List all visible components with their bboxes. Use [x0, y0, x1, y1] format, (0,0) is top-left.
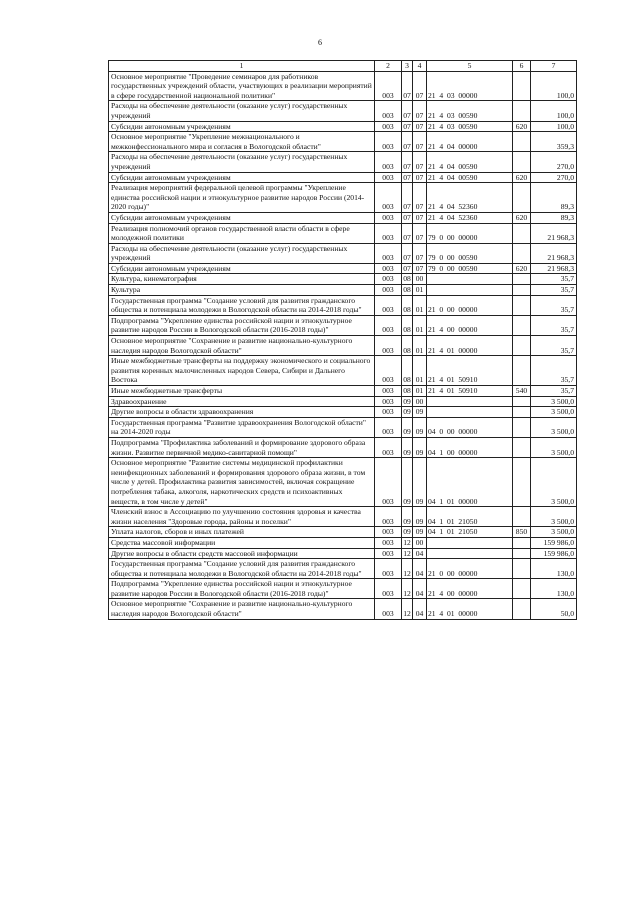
expense-type-cell	[513, 356, 531, 386]
target-article-cell: 21 4 01 00000	[427, 336, 513, 356]
target-article-cell	[427, 537, 513, 548]
ministry-code-cell: 003	[375, 336, 402, 356]
section-code-cell: 08	[403, 285, 411, 295]
section-code-cell: 09	[403, 527, 411, 537]
target-article-cell	[427, 396, 513, 407]
ministry-code-cell: 003	[375, 599, 402, 619]
expense-type-cell: 620	[513, 212, 531, 223]
table-row	[109, 121, 577, 132]
section-code-cell: 09	[402, 437, 413, 457]
subsection-code-cell: 07	[413, 263, 427, 274]
target-article-cell: 04 1 01 21050	[427, 507, 513, 527]
amount-cell: 3 500,0	[531, 527, 577, 538]
row-name-cell: Основное мероприятие "Развитие системы медицинской профилактики неинфекционных заболеваний и формирования здорового образа жизни, в том числе у детей. Профилактика развития зависимостей, включая сокращение потребления табака, алкоголя, наркотических средств и психоактивных веществ, в том числе у детей"	[109, 458, 375, 507]
ministry-code-cell: 003	[375, 223, 402, 243]
row-name-cell: Подпрограмма "Укрепление единства российской нации и этнокультурное развитие народов России в Вологодской области (2016-2018 годы)"	[109, 579, 375, 599]
subsection-code-cell: 04	[413, 559, 427, 579]
target-article-cell	[427, 548, 513, 559]
amount-cell: 159 986,0	[531, 537, 577, 548]
target-article-cell: 21 4 03 00590	[427, 101, 513, 121]
row-name-cell: Реализация полномочий органов государственной власти области в сфере молодежной политики	[109, 223, 375, 243]
ministry-code-cell: 003	[375, 132, 402, 152]
expense-type-cell	[513, 548, 531, 559]
table-row	[109, 223, 577, 243]
section-code-cell: 07	[403, 172, 411, 182]
subsection-code-cell: 01	[413, 356, 427, 386]
table-row	[109, 336, 577, 356]
section-code-cell: 12	[402, 559, 413, 579]
section-code-cell: 07	[402, 152, 413, 172]
subsection-code-cell: 01	[413, 336, 427, 356]
subsection-code-cell: 07	[413, 71, 427, 101]
amount-cell: 35,7	[531, 315, 577, 335]
amount-cell: 35,7	[531, 336, 577, 356]
row-name-cell: Основное мероприятие "Проведение семинаров для работников государственных учреждений области, участвующих в реализации мероприятий в сфере государственной национальной политики"	[109, 71, 375, 101]
table-row	[109, 599, 577, 619]
ministry-code-cell: 003	[375, 507, 402, 527]
subsection-code-cell: 07	[413, 152, 427, 172]
amount-cell: 3 500,0	[531, 417, 577, 437]
ministry-code-cell: 003	[375, 386, 402, 397]
subsection-code-cell: 07	[413, 172, 427, 183]
table-row	[109, 537, 577, 548]
table-row	[109, 458, 577, 507]
table-row	[109, 548, 577, 559]
row-name-cell: Другие вопросы в области средств массовой информации	[109, 548, 375, 559]
column-header: 2	[375, 61, 402, 72]
expense-type-cell: 620	[513, 263, 531, 274]
row-name-cell: Субсидии автономным учреждениям	[109, 121, 375, 132]
section-code-cell: 08	[402, 295, 413, 315]
target-article-cell: 21 4 03 00000	[427, 71, 513, 101]
table-row	[109, 274, 577, 285]
subsection-code-cell: 00	[413, 396, 427, 407]
ministry-code-cell: 003	[375, 579, 402, 599]
ministry-code-cell: 003	[375, 417, 402, 437]
expense-type-cell	[513, 101, 531, 121]
expense-type-cell	[513, 417, 531, 437]
row-name-cell: Субсидии автономным учреждениям	[109, 263, 375, 274]
row-name-cell: Основное мероприятие "Укрепление межнационального и межконфессионального мира и согласия в Вологодской области"	[109, 132, 375, 152]
section-code-cell: 09	[402, 507, 413, 527]
expense-type-cell	[513, 315, 531, 335]
table-row	[109, 407, 577, 418]
expense-type-cell	[513, 152, 531, 172]
expense-type-cell	[513, 132, 531, 152]
table-row	[109, 152, 577, 172]
amount-cell: 35,7	[531, 356, 577, 386]
table-row	[109, 559, 577, 579]
target-article-cell	[427, 407, 513, 418]
ministry-code-cell: 003	[375, 437, 402, 457]
amount-cell: 100,0	[531, 121, 577, 132]
subsection-code-cell: 09	[413, 458, 427, 507]
target-article-cell: 21 4 00 00000	[427, 315, 513, 335]
ministry-code-cell: 003	[375, 121, 402, 132]
subsection-code-cell: 01	[413, 285, 427, 296]
subsection-code-cell: 09	[413, 507, 427, 527]
ministry-code-cell: 003	[375, 71, 402, 101]
target-article-cell: 21 4 04 00000	[427, 132, 513, 152]
row-name-cell: Подпрограмма "Укрепление единства российской нации и этнокультурное развитие народов России в Вологодской области (2016-2018 годы)"	[109, 315, 375, 335]
row-name-cell: Средства массовой информации	[109, 537, 375, 548]
section-code-cell: 12	[403, 548, 411, 558]
ministry-code-cell: 003	[375, 559, 402, 579]
subsection-code-cell: 00	[413, 274, 427, 285]
expense-type-cell	[513, 437, 531, 457]
row-name-cell: Уплата налогов, сборов и иных платежей	[109, 527, 375, 538]
section-code-cell: 07	[403, 121, 411, 131]
expense-type-cell	[513, 599, 531, 619]
expense-type-cell	[513, 285, 531, 296]
row-name-cell: Реализация мероприятий федеральной целевой программы "Укрепление единства российской нации и этнокультурное развитие народов России (2014-2020 годы)"	[109, 183, 375, 213]
section-code-cell: 09	[403, 407, 411, 417]
row-name-cell: Расходы на обеспечение деятельности (оказание услуг) государственных учреждений	[109, 152, 375, 172]
amount-cell: 3 500,0	[531, 437, 577, 457]
amount-cell: 130,0	[531, 559, 577, 579]
target-article-cell: 21 4 03 00590	[427, 121, 513, 132]
target-article-cell: 79 0 00 00000	[427, 223, 513, 243]
table-header-row	[109, 61, 577, 72]
row-name-cell: Культура	[109, 285, 375, 296]
target-article-cell: 21 4 01 00000	[427, 599, 513, 619]
row-name-cell: Расходы на обеспечение деятельности (оказание услуг) государственных учреждений	[109, 243, 375, 263]
ministry-code-cell: 003	[375, 243, 402, 263]
table-row	[109, 356, 577, 386]
table-row	[109, 579, 577, 599]
expense-type-cell	[513, 295, 531, 315]
amount-cell: 3 500,0	[531, 507, 577, 527]
ministry-code-cell: 003	[375, 263, 402, 274]
table-row	[109, 396, 577, 407]
section-code-cell: 09	[403, 396, 411, 406]
row-name-cell: Здравоохранение	[109, 396, 375, 407]
ministry-code-cell: 003	[375, 356, 402, 386]
subsection-code-cell: 04	[413, 548, 427, 559]
target-article-cell: 04 1 01 21050	[427, 527, 513, 538]
row-name-cell: Культура, кинематография	[109, 274, 375, 285]
amount-cell: 21 968,3	[531, 263, 577, 274]
target-article-cell: 21 0 00 00000	[427, 295, 513, 315]
subsection-code-cell: 01	[413, 295, 427, 315]
target-article-cell: 04 1 01 00000	[427, 458, 513, 507]
amount-cell: 159 986,0	[531, 548, 577, 559]
subsection-code-cell: 07	[413, 121, 427, 132]
row-name-cell: Основное мероприятие "Сохранение и развитие национально-культурного наследия народов Вологодской области"	[109, 599, 375, 619]
table-row	[109, 183, 577, 213]
amount-cell: 89,3	[531, 183, 577, 213]
expense-type-cell	[513, 559, 531, 579]
section-code-cell: 12	[402, 599, 413, 619]
expense-type-cell: 620	[513, 121, 531, 132]
target-article-cell: 21 4 00 00000	[427, 579, 513, 599]
table-row	[109, 437, 577, 457]
section-code-cell: 07	[402, 223, 413, 243]
ministry-code-cell: 003	[375, 295, 402, 315]
amount-cell: 35,7	[531, 274, 577, 285]
amount-cell: 100,0	[531, 101, 577, 121]
section-code-cell: 07	[402, 183, 413, 213]
amount-cell: 21 968,3	[531, 223, 577, 243]
target-article-cell: 04 1 00 00000	[427, 437, 513, 457]
row-name-cell: Государственная программа "Создание условий для развития гражданского общества и потенциала молодежи в Вологодской области на 2014-2018 годы"	[109, 559, 375, 579]
ministry-code-cell: 003	[375, 101, 402, 121]
amount-cell: 130,0	[531, 579, 577, 599]
amount-cell: 89,3	[531, 212, 577, 223]
table-row	[109, 71, 577, 101]
expense-type-cell	[513, 579, 531, 599]
column-header: 6	[513, 61, 531, 72]
section-code-cell: 12	[403, 537, 411, 547]
row-name-cell: Государственная программа "Создание условий для развития гражданского общества и потенциала молодежи в Вологодской области на 2014-2018 годы"	[109, 295, 375, 315]
table-row	[109, 212, 577, 223]
table-row	[109, 263, 577, 274]
ministry-code-cell: 003	[375, 315, 402, 335]
section-code-cell: 07	[402, 243, 413, 263]
section-code-cell: 08	[402, 315, 413, 335]
target-article-cell: 21 4 04 00590	[427, 172, 513, 183]
amount-cell: 100,0	[531, 71, 577, 101]
expense-type-cell	[513, 407, 531, 418]
target-article-cell: 21 4 04 52360	[427, 183, 513, 213]
subsection-code-cell: 07	[413, 223, 427, 243]
ministry-code-cell: 003	[375, 407, 402, 418]
ministry-code-cell: 003	[375, 212, 402, 223]
row-name-cell: Основное мероприятие "Сохранение и развитие национально-культурного наследия народов Вологодской области"	[109, 336, 375, 356]
target-article-cell: 21 0 00 00000	[427, 559, 513, 579]
table-row	[109, 507, 577, 527]
table-row	[109, 285, 577, 296]
expense-type-cell	[513, 243, 531, 263]
target-article-cell: 21 4 01 50910	[427, 356, 513, 386]
section-code-cell: 07	[402, 101, 413, 121]
subsection-code-cell: 09	[413, 417, 427, 437]
table-row	[109, 527, 577, 538]
ministry-code-cell: 003	[375, 183, 402, 213]
ministry-code-cell: 003	[375, 172, 402, 183]
subsection-code-cell: 09	[413, 437, 427, 457]
amount-cell: 35,7	[531, 285, 577, 296]
table-row	[109, 243, 577, 263]
subsection-code-cell: 00	[413, 537, 427, 548]
amount-cell: 35,7	[531, 295, 577, 315]
row-name-cell: Государственная программа "Развитие здравоохранения Вологодской области" на 2014-2020 годы	[109, 417, 375, 437]
target-article-cell: 04 0 00 00000	[427, 417, 513, 437]
row-name-cell: Расходы на обеспечение деятельности (оказание услуг) государственных учреждений	[109, 101, 375, 121]
column-header: 5	[427, 61, 513, 72]
expense-type-cell	[513, 458, 531, 507]
section-code-cell: 09	[402, 417, 413, 437]
subsection-code-cell: 09	[413, 407, 427, 418]
section-code-cell: 08	[402, 336, 413, 356]
target-article-cell: 79 0 00 00590	[427, 243, 513, 263]
row-name-cell: Иные межбюджетные трансферты	[109, 386, 375, 397]
section-code-cell: 07	[402, 71, 413, 101]
target-article-cell: 21 4 04 00590	[427, 152, 513, 172]
section-code-cell: 07	[402, 132, 413, 152]
column-header: 3	[402, 61, 413, 72]
subsection-code-cell: 07	[413, 212, 427, 223]
ministry-code-cell: 003	[375, 152, 402, 172]
page-number: 6	[318, 38, 322, 47]
section-code-cell: 09	[402, 458, 413, 507]
target-article-cell: 21 4 04 52360	[427, 212, 513, 223]
section-code-cell: 08	[402, 356, 413, 386]
table-row	[109, 295, 577, 315]
amount-cell: 3 500,0	[531, 407, 577, 418]
column-header: 7	[531, 61, 577, 72]
amount-cell: 3 500,0	[531, 458, 577, 507]
expense-type-cell	[513, 537, 531, 548]
section-code-cell: 08	[403, 274, 411, 284]
ministry-code-cell: 003	[375, 274, 402, 285]
amount-cell: 50,0	[531, 599, 577, 619]
subsection-code-cell: 07	[413, 101, 427, 121]
ministry-code-cell: 003	[375, 458, 402, 507]
ministry-code-cell: 003	[375, 527, 402, 538]
expense-type-cell	[513, 274, 531, 285]
target-article-cell	[427, 274, 513, 285]
amount-cell: 3 500,0	[531, 396, 577, 407]
expense-type-cell: 850	[513, 527, 531, 538]
ministry-code-cell: 003	[375, 548, 402, 559]
row-name-cell: Субсидии автономным учреждениям	[109, 212, 375, 223]
section-code-cell: 07	[403, 212, 411, 222]
expense-type-cell: 540	[513, 386, 531, 397]
ministry-code-cell: 003	[375, 285, 402, 296]
expense-type-cell	[513, 223, 531, 243]
table-row	[109, 417, 577, 437]
subsection-code-cell: 01	[413, 315, 427, 335]
amount-cell: 270,0	[531, 152, 577, 172]
row-name-cell: Подпрограмма "Профилактика заболеваний и формирование здорового образа жизни. Развитие первичной медико-санитарной помощи"	[109, 437, 375, 457]
section-code-cell: 12	[402, 579, 413, 599]
table-row	[109, 101, 577, 121]
amount-cell: 270,0	[531, 172, 577, 183]
row-name-cell: Субсидии автономным учреждениям	[109, 172, 375, 183]
table-row	[109, 132, 577, 152]
budget-table	[108, 60, 577, 620]
amount-cell: 359,3	[531, 132, 577, 152]
subsection-code-cell: 01	[413, 386, 427, 397]
subsection-code-cell: 09	[413, 527, 427, 538]
section-code-cell: 07	[403, 263, 411, 273]
expense-type-cell: 620	[513, 172, 531, 183]
row-name-cell: Другие вопросы в области здравоохранения	[109, 407, 375, 418]
table-body	[109, 71, 577, 619]
subsection-code-cell: 04	[413, 599, 427, 619]
target-article-cell: 79 0 00 00590	[427, 263, 513, 274]
subsection-code-cell: 07	[413, 183, 427, 213]
table-row	[109, 172, 577, 183]
subsection-code-cell: 04	[413, 579, 427, 599]
ministry-code-cell: 003	[375, 537, 402, 548]
subsection-code-cell: 07	[413, 132, 427, 152]
expense-type-cell	[513, 71, 531, 101]
expense-type-cell	[513, 507, 531, 527]
subsection-code-cell: 07	[413, 243, 427, 263]
row-name-cell: Иные межбюджетные трансферты на поддержку экономического и социального развития коренных малочисленных народов Севера, Сибири и Дальнего Востока	[109, 356, 375, 386]
target-article-cell: 21 4 01 50910	[427, 386, 513, 397]
row-name-cell: Членский взнос в Ассоциацию по улучшению состояния здоровья и качества жизни населения "Здоровые города, районы и поселки"	[109, 507, 375, 527]
expense-type-cell	[513, 396, 531, 407]
ministry-code-cell: 003	[375, 396, 402, 407]
column-header: 1	[109, 61, 375, 72]
amount-cell: 21 968,3	[531, 243, 577, 263]
expense-type-cell	[513, 183, 531, 213]
section-code-cell: 08	[403, 386, 411, 395]
table-row	[109, 386, 577, 397]
expense-type-cell	[513, 336, 531, 356]
target-article-cell	[427, 285, 513, 296]
amount-cell: 35,7	[531, 386, 577, 397]
table-row	[109, 315, 577, 335]
column-header: 4	[413, 61, 427, 72]
